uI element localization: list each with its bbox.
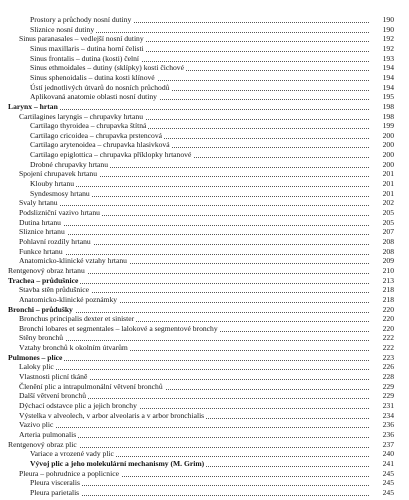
toc-entry-title: Vlastnosti plicní tkáně: [19, 372, 88, 382]
toc-entry-page-number: 200: [370, 131, 394, 141]
toc-entry-page-number: 220: [370, 324, 394, 334]
toc-entry[interactable]: [0, 382, 409, 392]
toc-entry[interactable]: [0, 324, 409, 334]
toc-entry[interactable]: [0, 362, 409, 372]
dot-leader: [19, 225, 369, 226]
toc-entry-page-number: 198: [370, 112, 394, 122]
toc-entry-page-number: 229: [370, 382, 394, 392]
toc-entry-page-number: 213: [370, 276, 394, 286]
toc-entry-title: Bronchus principalis dexter et sinister: [19, 314, 135, 324]
toc-entry-title: Cartilago arytenoidea – chrupavka hlasivková: [30, 140, 170, 150]
toc-entry[interactable]: [0, 44, 409, 54]
toc-entry-title: Pleura – pohrudnice a poplicnice: [19, 468, 119, 478]
toc-entry-page-number: 222: [370, 343, 394, 353]
toc-entry-page-number: 193: [370, 54, 394, 64]
toc-entry-title: Vztahy bronchů k okolním útvarům: [19, 343, 128, 353]
toc-entry-title: Drobné chrupavky hrtanu: [30, 159, 109, 169]
toc-entry[interactable]: [0, 420, 409, 430]
toc-entry-title: Pohlavní rozdíly hrtanu: [19, 236, 91, 246]
toc-entry-title: Stavba stěn průdušnice: [19, 285, 90, 295]
toc-entry[interactable]: [0, 333, 409, 343]
toc-entry[interactable]: [0, 459, 409, 469]
toc-entry-title: Pleura parietalis: [30, 487, 80, 497]
toc-entry-title: Sinus maxillaris – dutina horní čelisti: [30, 43, 144, 53]
toc-entry-page-number: 200: [370, 150, 394, 160]
toc-entry[interactable]: [0, 208, 409, 218]
toc-entry[interactable]: [0, 102, 409, 112]
toc-entry-title: Rentgenový obraz plic: [8, 439, 77, 449]
toc-entry[interactable]: [0, 469, 409, 479]
toc-entry-title: Cartilagines laryngis – chrupavky hrtanu: [19, 111, 143, 121]
toc-entry-page-number: 236: [370, 430, 394, 440]
toc-entry-page-number: 241: [370, 459, 394, 469]
toc-entry-title: Sinus paranasales – vedlejší nosní dutiny: [19, 34, 144, 44]
toc-entry-title: Bronchi – průdušky: [8, 304, 73, 314]
toc-entry-title: Trachea – průdušnice: [8, 275, 79, 285]
toc-entry-page-number: 207: [370, 227, 394, 237]
toc-entry-title: Bronchi lobares et segmentales – lalokové a segmentové bronchy: [19, 323, 218, 333]
toc-entry-page-number: 240: [370, 449, 394, 459]
toc-entry-page-number: 194: [370, 83, 394, 93]
toc-entry[interactable]: [0, 150, 409, 160]
dot-leader: [19, 254, 369, 255]
dot-leader: [8, 109, 369, 110]
toc-entry-page-number: 205: [370, 208, 394, 218]
toc-entry[interactable]: [0, 15, 409, 25]
toc-entry-page-number: 208: [370, 247, 394, 257]
toc-entry-title: Další větvení bronchů: [19, 391, 87, 401]
toc-entry-page-number: 201: [370, 189, 394, 199]
toc-entry[interactable]: [0, 112, 409, 122]
toc-entry-page-number: 209: [370, 256, 394, 266]
toc-entry-title: Dutina hrtanu: [19, 217, 61, 227]
toc-entry-title: Sliznice hrtanu: [19, 227, 65, 237]
toc-entry[interactable]: [0, 314, 409, 324]
toc-entry[interactable]: [0, 266, 409, 276]
toc-entry-title: Sliznice nosní dutiny: [30, 24, 95, 34]
toc-entry-title: Larynx – hrtan: [8, 101, 58, 111]
toc-entry[interactable]: [0, 285, 409, 295]
toc-entry-page-number: 210: [370, 266, 394, 276]
toc-entry[interactable]: [0, 430, 409, 440]
toc-entry-title: Arteria pulmonalis: [19, 429, 77, 439]
toc-entry-title: Stěny bronchů: [19, 333, 64, 343]
toc-entry-title: Sinus ethmoidales – dutiny (sklípky) kosti čichové: [30, 63, 184, 73]
toc-entry-title: Podslizniční vazivo hrtanu: [19, 208, 100, 217]
toc-entry-page-number: 190: [370, 15, 394, 25]
toc-entry-title: Syndesmosy hrtanu: [30, 188, 90, 198]
toc-entry[interactable]: [0, 63, 409, 73]
toc-entry-page-number: 208: [370, 237, 394, 247]
toc-entry[interactable]: [0, 372, 409, 382]
toc-entry-page-number: 192: [370, 44, 394, 54]
toc-entry-page-number: 218: [370, 285, 394, 295]
toc-entry[interactable]: [0, 121, 409, 131]
toc-entry[interactable]: [0, 227, 409, 237]
toc-entry-page-number: 201: [370, 179, 394, 189]
toc-entry[interactable]: [0, 83, 409, 93]
toc-entry-title: Výstelka v alveolech, v arbor alveolaris a v arbor bronchialis: [19, 410, 205, 420]
toc-entry[interactable]: [0, 343, 409, 353]
toc-entry-page-number: 205: [370, 218, 394, 228]
dot-leader: [19, 205, 369, 206]
toc-entry-page-number: 245: [370, 488, 394, 498]
toc-entry-title: Aplikovaná anatomie oblasti nosní dutiny: [30, 92, 157, 102]
toc-entry-page-number: 199: [370, 121, 394, 131]
toc-entry[interactable]: [0, 440, 409, 450]
toc-entry[interactable]: [0, 179, 409, 189]
toc-entry-title: Pleura visceralis: [30, 478, 80, 488]
toc-entry-page-number: 194: [370, 63, 394, 73]
toc-entry-page-number: 195: [370, 92, 394, 102]
toc-entry-page-number: 192: [370, 34, 394, 44]
toc-entry-page-number: 237: [370, 440, 394, 450]
toc-entry-title: Anatomicko-klinické poznámky: [19, 294, 118, 304]
toc-entry-title: Ústí jednotlivých útvarů do nosních průchodů: [30, 82, 170, 92]
toc-entry-title: Cartilago epiglottica – chrupavka příklopky hrtanové: [30, 150, 192, 160]
toc-entry-title: Vazivo plic: [19, 420, 54, 430]
toc-entry-title: Anatomicko-klinické vztahy hrtanu: [19, 256, 127, 266]
toc-entry-page-number: 200: [370, 160, 394, 170]
toc-entry-page-number: 220: [370, 305, 394, 315]
toc-entry-page-number: 228: [370, 372, 394, 382]
toc-entry-page-number: 198: [370, 102, 394, 112]
toc-entry-title: Vývoj plic a jeho molekulární mechanismy (M. Grim): [30, 458, 205, 468]
toc-entry-page-number: 202: [370, 198, 394, 208]
toc-entry[interactable]: [0, 488, 409, 498]
dot-leader: [19, 427, 369, 428]
toc-entry[interactable]: [0, 131, 409, 141]
toc-entry[interactable]: [0, 391, 409, 401]
toc-entry-page-number: 220: [370, 314, 394, 324]
toc-entry[interactable]: [0, 34, 409, 44]
toc-entry-page-number: 226: [370, 362, 394, 372]
toc-entry-title: Svaly hrtanu: [19, 198, 58, 208]
toc-entry-title: Klouby hrtanu: [30, 179, 75, 189]
toc-entry-title: Cartilago cricoidea – chrupavka prstencová: [30, 130, 162, 140]
toc-entry[interactable]: [0, 198, 409, 208]
toc-entry[interactable]: [0, 54, 409, 64]
toc-entry-page-number: 200: [370, 140, 394, 150]
toc-entry-page-number: 222: [370, 333, 394, 343]
toc-entry-title: Cartilago thyroidea – chrupavka štítná: [30, 121, 147, 131]
toc-entry-title: Funkce hrtanu: [19, 246, 63, 256]
toc-entry[interactable]: [0, 295, 409, 305]
toc-entry-title: Rentgenový obraz hrtanu: [8, 265, 85, 275]
dot-leader: [19, 340, 369, 341]
toc-entry-page-number: 236: [370, 420, 394, 430]
toc-entry-title: Sinus frontalis – dutina (kosti) čelní: [30, 53, 140, 63]
toc-entry-title: Členění plic a intrapulmonální větvení bronchů: [19, 381, 163, 391]
toc-entry[interactable]: [0, 169, 409, 179]
toc-entry[interactable]: [0, 478, 409, 488]
toc-entry-title: Variace a vrozené vady plic: [30, 449, 114, 459]
toc-entry-title: Prostory a průchody nosní dutiny: [30, 15, 132, 24]
toc-entry[interactable]: [0, 247, 409, 257]
toc-entry[interactable]: [0, 140, 409, 150]
toc-entry-title: Spojení chrupavek hrtanu: [19, 169, 98, 179]
toc-entry[interactable]: [0, 160, 409, 170]
toc-entry[interactable]: [0, 276, 409, 286]
toc-entry-page-number: 194: [370, 73, 394, 83]
toc-entry[interactable]: [0, 189, 409, 199]
toc-entry-title: Laloky plic: [19, 362, 54, 372]
toc-entry-title: Pulmones – plíce: [8, 352, 63, 362]
dot-leader: [30, 186, 369, 187]
toc-entry-page-number: 234: [370, 411, 394, 421]
dot-leader: [19, 369, 369, 370]
toc-entry[interactable]: [0, 237, 409, 247]
toc-entry-page-number: 201: [370, 169, 394, 179]
toc-entry[interactable]: [0, 73, 409, 83]
toc-entry[interactable]: [0, 411, 409, 421]
toc-entry-page-number: 229: [370, 391, 394, 401]
toc-entry[interactable]: [0, 449, 409, 459]
toc-entry-page-number: 218: [370, 295, 394, 305]
toc-entry[interactable]: [0, 25, 409, 35]
toc-entry[interactable]: [0, 218, 409, 228]
toc-entry[interactable]: [0, 305, 409, 315]
toc-entry-page-number: 190: [370, 25, 394, 35]
toc-entry[interactable]: [0, 256, 409, 266]
toc-entry-title: Sinus sphenoidalis – dutina kosti klínové: [30, 72, 155, 82]
dot-leader: [19, 234, 369, 235]
toc-entry-page-number: 245: [370, 478, 394, 488]
toc-entry-title: Dýchací odstavce plic a jejich bronchy: [19, 401, 137, 410]
toc-entry[interactable]: [0, 401, 409, 411]
toc-entry[interactable]: [0, 92, 409, 102]
toc-entry-page-number: 245: [370, 469, 394, 479]
toc-entry[interactable]: [0, 353, 409, 363]
toc-entry-page-number: 231: [370, 401, 394, 411]
toc-entry-page-number: 223: [370, 353, 394, 363]
